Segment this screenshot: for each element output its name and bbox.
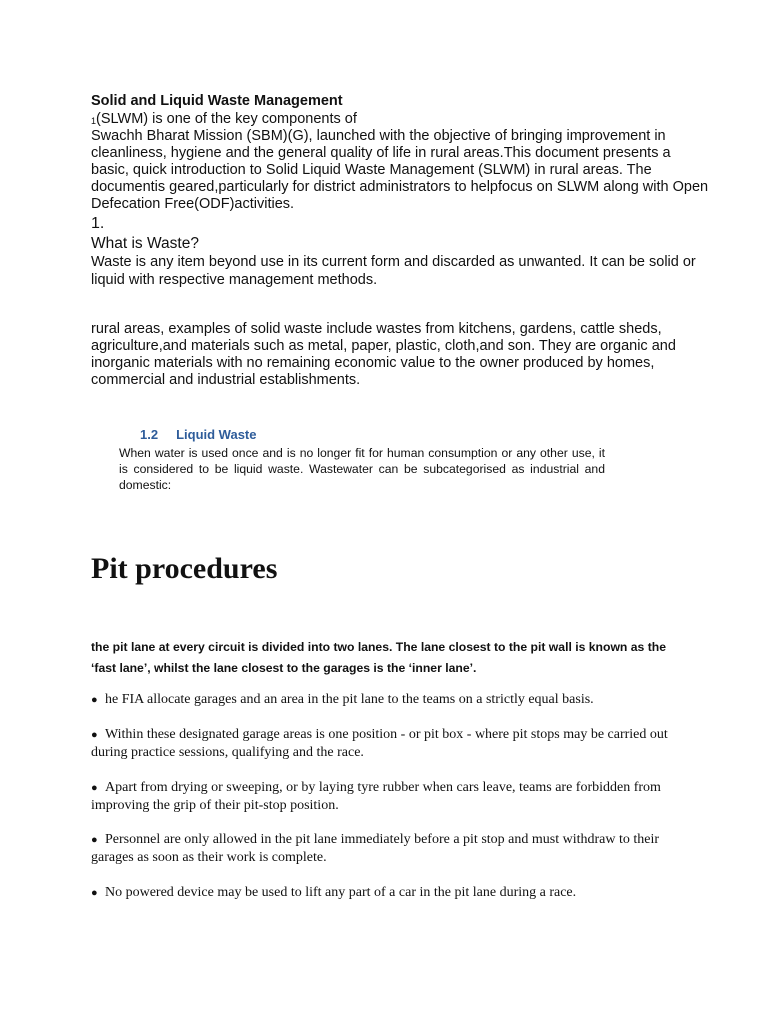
bullet-text: Within these designated garage areas is one position - or pit box - where pit stops may be carried out during practice sessions, qualifying and the race. — [91, 727, 668, 760]
bullet-icon: ● — [91, 782, 98, 794]
section-heading-what-is-waste: What is Waste? — [91, 235, 199, 252]
bullet-text: No powered device may be used to lift any part of a car in the pit lane during a race. — [105, 885, 577, 900]
liquid-waste-paragraph: When water is used once and is no longer fit for human consumption or any other use, it is considered to be liquid waste. Wastewater can be subcategorised as industrial and domestic: — [119, 446, 605, 492]
bullet-icon: ● — [91, 887, 98, 899]
intro-lead-text: (SLWM) is one of the key components of — [96, 111, 357, 127]
bullet-item — [91, 691, 691, 709]
bullet-item — [91, 831, 691, 867]
pit-lane-intro: the pit lane at every circuit is divided into two lanes. The lane closest to the pit wall is known as the ‘fast lane’, whilst the lane closest to the garages is the ‘inner lane’. — [91, 640, 666, 675]
footnote-marker: 1 — [91, 116, 97, 126]
document-title: Solid and Liquid Waste Management — [91, 93, 343, 109]
bullet-item — [91, 884, 691, 902]
bullet-text: Apart from drying or sweeping, or by laying tyre rubber when cars leave, teams are forbidden from improving the grip of their pit-stop position. — [91, 780, 661, 813]
liquid-waste-title: Liquid Waste — [176, 427, 257, 442]
bullet-item — [91, 779, 691, 815]
pit-procedures-title: Pit procedures — [91, 552, 278, 585]
bullet-text: he FIA allocate garages and an area in the pit lane to the teams on a strictly equal basis. — [105, 692, 594, 707]
rural-waste-paragraph: rural areas, examples of solid waste include wastes from kitchens, gardens, cattle sheds, agriculture,and materials such as metal, paper, plastic, cloth,and son. They are organic and inorganic materials with no remaining economic value to the owner produced by homes, commercial and industrial establishments. — [91, 321, 676, 388]
bullet-icon: ● — [91, 694, 98, 706]
waste-definition-paragraph: Waste is any item beyond use in its current form and discarded as unwanted. It can be solid or liquid with respective management methods. — [91, 254, 696, 288]
liquid-waste-heading — [140, 427, 256, 442]
bullet-item — [91, 726, 691, 762]
section-number: 1. — [91, 215, 105, 232]
liquid-waste-number: 1.2 — [140, 427, 159, 442]
intro-paragraph: Swachh Bharat Mission (SBM)(G), launched with the objective of bringing improvement in cleanliness, hygiene and the general quality of life in rural areas.This document presents a basic, quick introduction to Solid Liquid Waste Management (SLWM) in rural areas. The documentis geared,particularly for district administrators to helpfocus on SLWM along with Open Defecation Free(ODF)activities. — [91, 128, 709, 212]
bullet-icon: ● — [91, 729, 98, 741]
bullet-icon: ● — [91, 834, 98, 846]
bullet-text: Personnel are only allowed in the pit lane immediately before a pit stop and must withdraw to their garages as soon as their work is complete. — [91, 832, 660, 865]
